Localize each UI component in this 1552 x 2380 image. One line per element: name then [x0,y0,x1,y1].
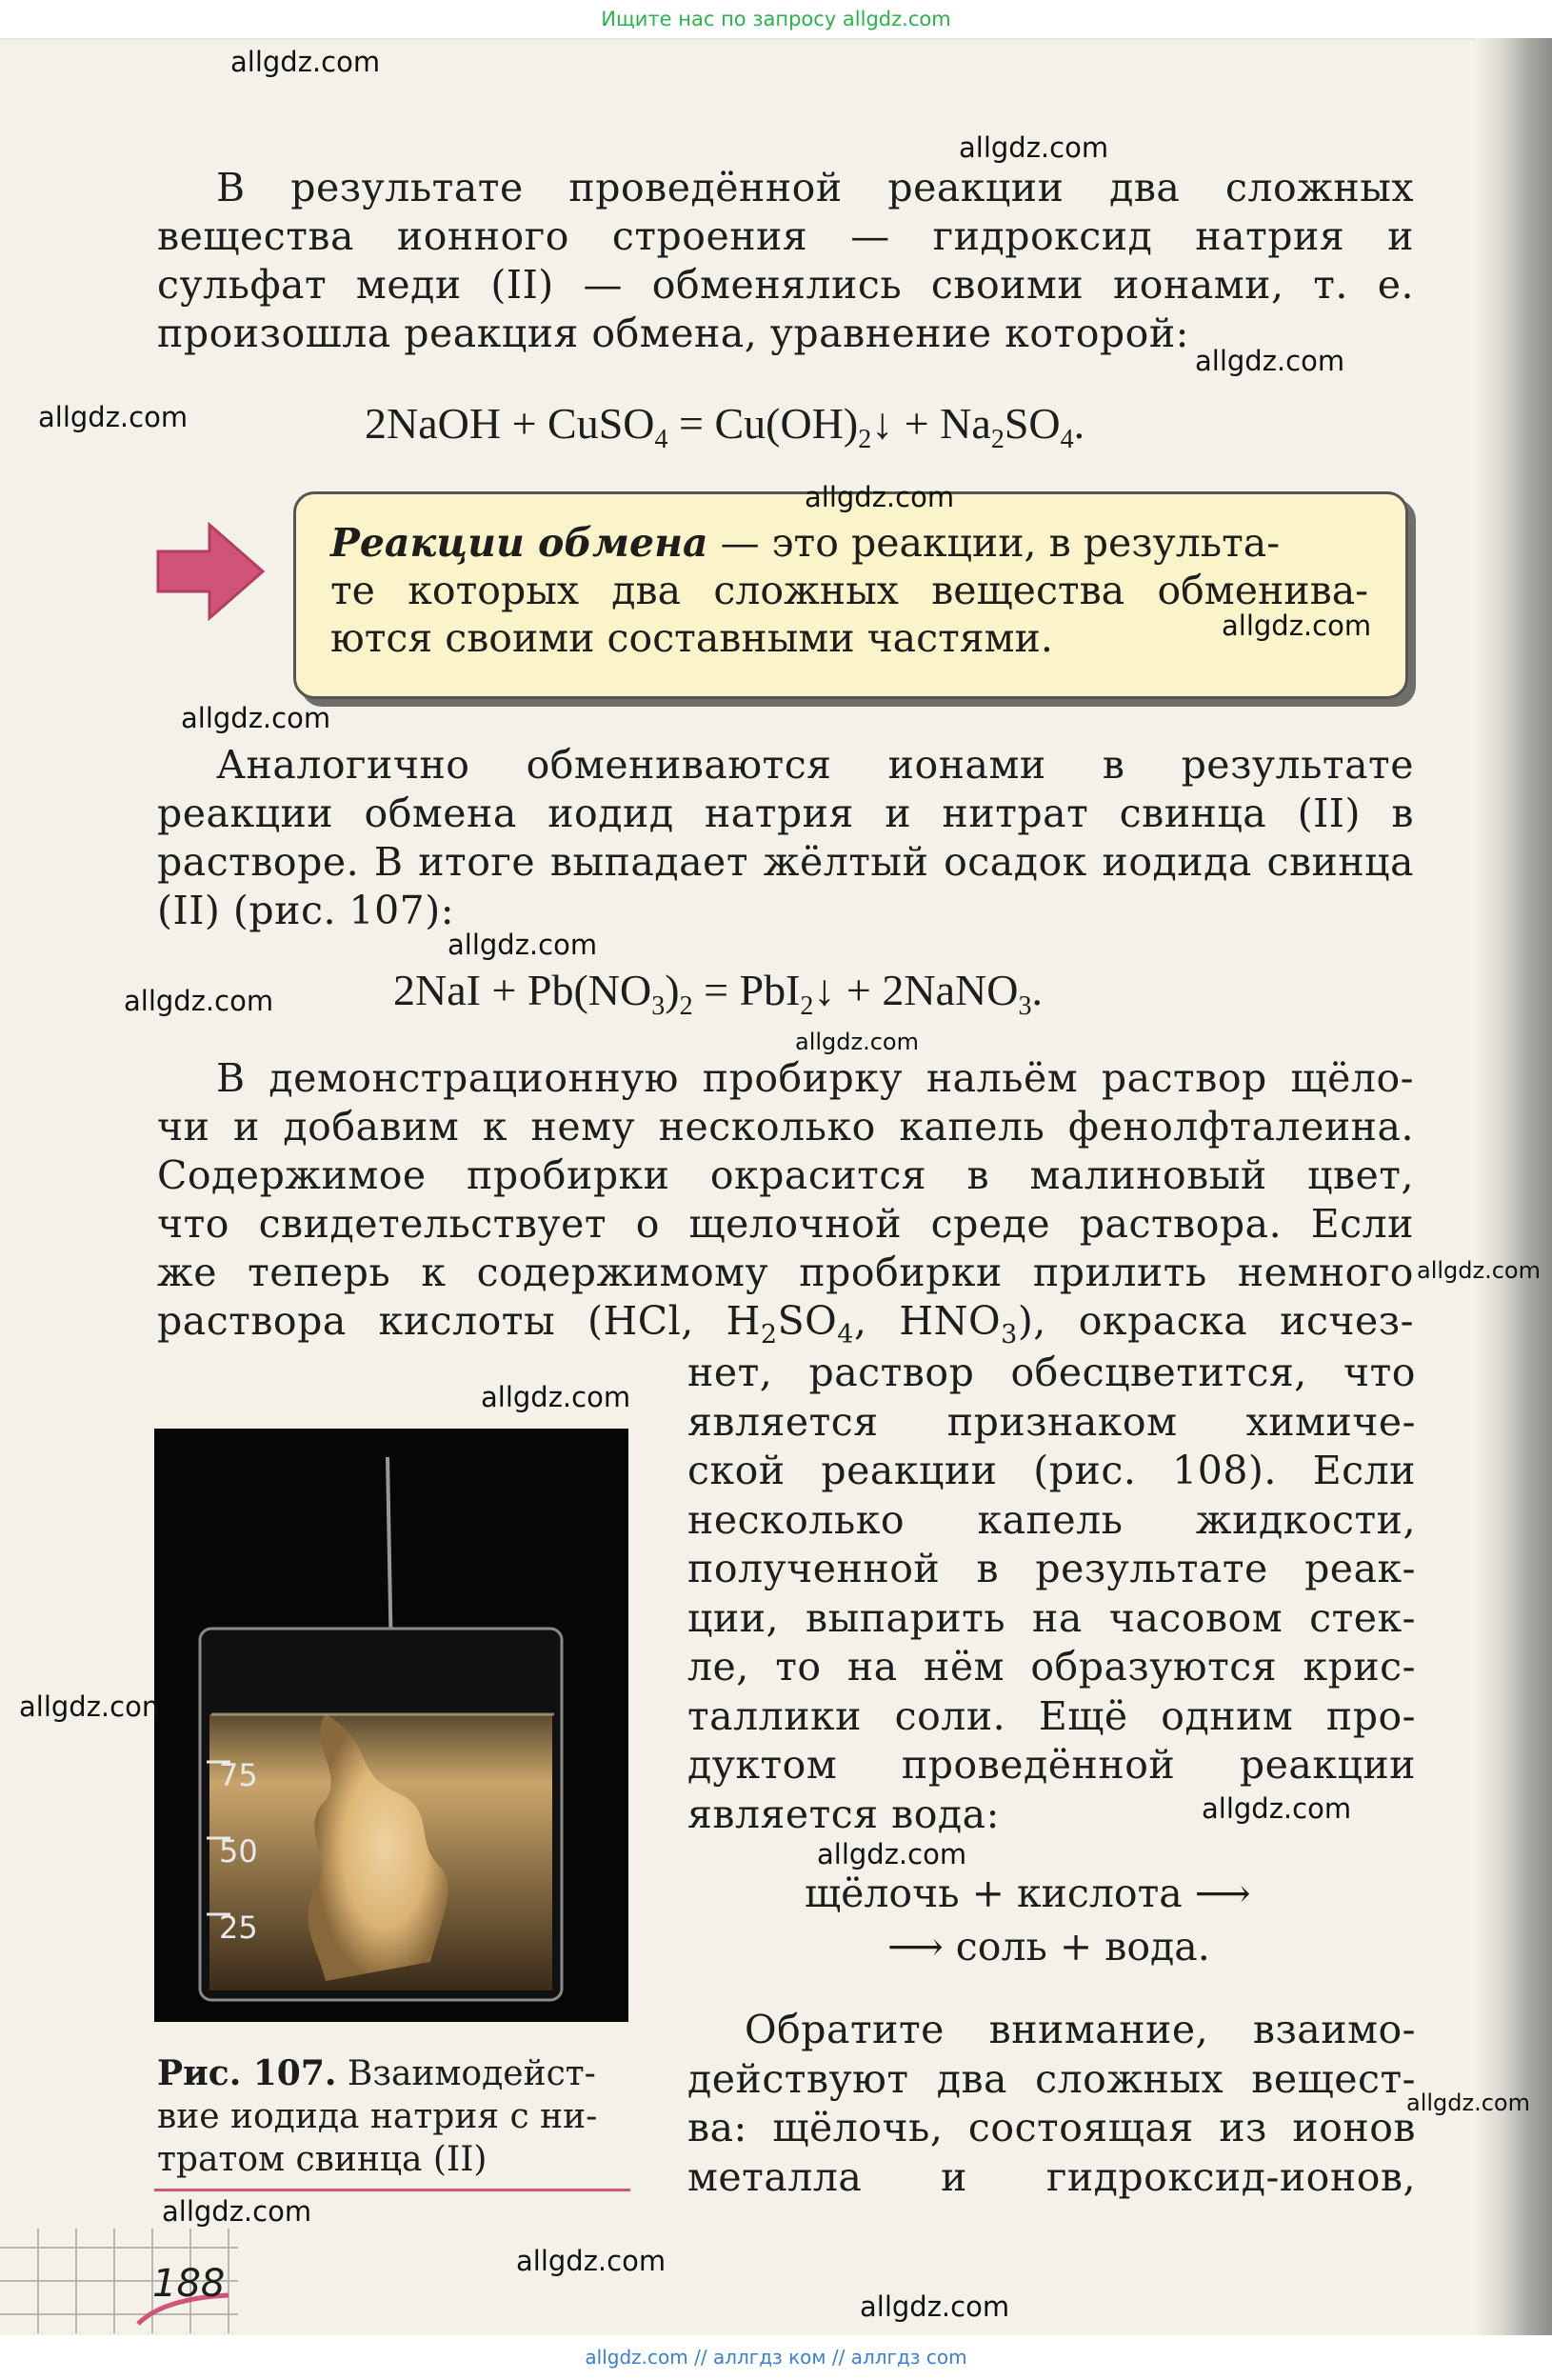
watermark: allgdz.com [1202,1792,1352,1825]
scheme-line-2: ⟶ соль + вода. [887,1924,1210,1970]
equation-naoh-cuso4: 2NaOH + CuSO$_4$ = $Cu(OH)_2↓ + Na_2SO_4$. [365,399,1085,455]
watermark: allgdz.com [1222,610,1372,642]
scheme-line-1: щёлочь + кислота ⟶ [805,1870,1251,1916]
watermark: allgdz.com [38,401,189,433]
paragraph-2: Аналогично обмениваются ионами в результате реакции обмена иодид натрия и нитрат свинца (II) в растворе. В итоге выпадает жёлтый осадок иодида свинца (II) (рис. 107): [157,742,1414,933]
watermark: allgdz.com [959,131,1109,164]
top-banner[interactable]: Ищите нас по запросу allgdz.com [0,0,1552,38]
watermark: allgdz.com [162,2195,312,2228]
definition-box [293,491,1408,699]
paragraph-3: В демонстрационную пробирку нальём раствор щёло- чи и добавим к нему несколько капель фенолфталеина. Содержимое пробирки окрасится в малиновый цвет, что свидетельствует о щелочной среде раствора. Если же теперь к содержимому пробирки прилить немного раствора кислоты (HCl, $H_2SO_4$, $HNO_3$), окраска исчез- [157,1055,1414,1350]
scale-mark-25: 25 [219,1910,258,1946]
watermark: allgdz.com [805,481,955,513]
watermark: allgdz.com [481,1381,631,1413]
definition-text: Реакции обмена — это реакции, в результа- те которых два сложных вещества обменива- ются своими составными частями. [330,520,1368,661]
beaker-illustration [154,1429,628,2022]
watermark: allgdz.com [448,929,598,961]
watermark: allgdz.com [1417,1257,1541,1284]
figure-caption: Рис. 107. Взаимодейст- вие иодида натрия с ни- тратом свинца (II) [157,2053,598,2179]
watermark-clipped: allgdz.con [19,1690,160,1723]
watermark: allgdz.com [795,1029,919,1055]
watermark: allgdz.com [230,46,381,78]
scale-mark-75: 75 [219,1757,258,1793]
pink-arrow-icon [154,519,269,624]
page-spine-shadow [1476,0,1552,2380]
scale-mark-50: 50 [219,1833,258,1870]
page-number: 188 [152,2262,226,2306]
figure-label: Рис. 107. [157,2053,337,2093]
watermark: allgdz.com [1406,2090,1530,2116]
paragraph-1: В результате проведённой реакции два сложных вещества ионного строения — гидроксид натрия и сульфат меди (II) — обменялись своими ионами, т. е. произошла реакция обмена, уравнение которой: [157,165,1414,356]
figure-107-photo [154,1429,628,2022]
definition-term: Реакции обмена [330,520,708,566]
paragraph-4: Обратите внимание, взаимо- действуют два сложных вещест- ва: щёлочь, состоящая из ионов металла и гидроксид-ионов, [687,2007,1416,2200]
equation-nai-pbno3: $2NaI + Pb(NO_3)_2$ = PbI$_2$↓ + 2NaNO$_3$. [393,966,1043,1022]
watermark: allgdz.com [817,1838,967,1870]
watermark: allgdz.com [516,2245,667,2277]
bottom-banner[interactable]: allgdz.com // аллгдз ком // аллгдз com [0,2335,1552,2380]
watermark: allgdz.com [181,702,331,734]
caption-underline [154,2189,630,2191]
watermark: allgdz.com [860,2290,1010,2323]
watermark: allgdz.com [1195,345,1345,377]
watermark: allgdz.com [124,985,274,1017]
right-column-text: нет, раствор обесцветится, что является признаком химиче- ской реакции (рис. 108). Если несколько капель жидкости, полученной в результате реак- ции, выпарить на часовом стек- ле, то на нём образуются крис- таллики соли. Ещё одним про- дуктом проведённой реакции является вода: [687,1350,1416,1837]
